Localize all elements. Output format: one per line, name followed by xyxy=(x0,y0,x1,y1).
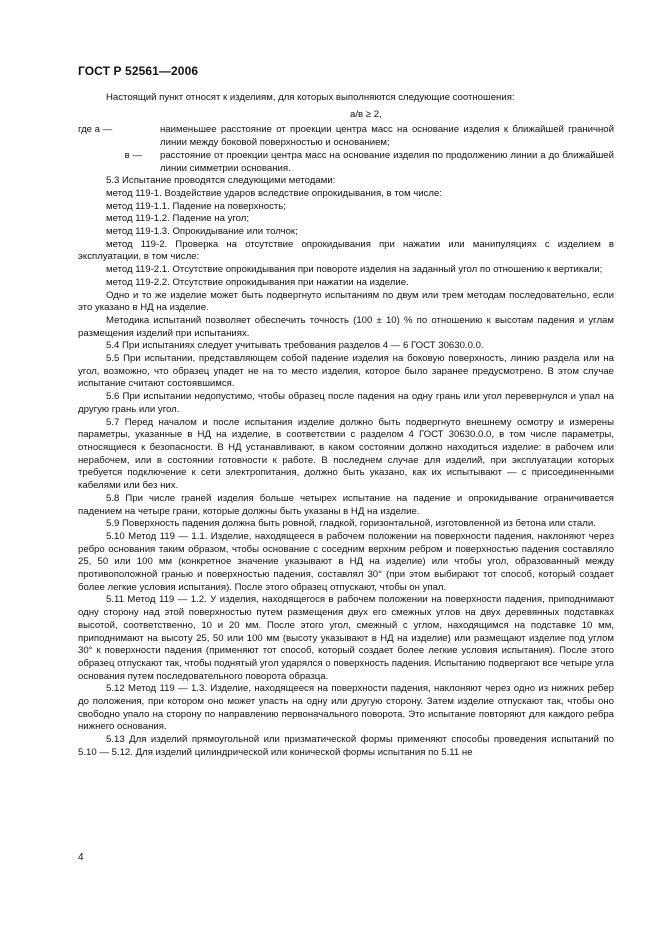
paragraph-5-12: 5.12 Метод 119 — 1.3. Изделие, находящееся на поверхности падения, наклоняют через одно из нижних ребер до положения, при котором оно может упасть на одну или другую сторону. Затем изделие отпускают так, чтобы оно свободно упало на сторону по направлению первоначального поворота. Это испытание повторяют для каждого ребра нижнего основания. xyxy=(78,683,614,733)
definition-b xyxy=(78,150,614,175)
paragraph-5-5: 5.5 При испытании, представляющем собой падение изделия на боковую поверхность, линию раздела или на угол, возможно, что образец упадет не на то место изделия, которое было заранее предусмотрено. В этом случае испытание считают состоявшимся. xyxy=(78,353,614,390)
paragraph-5-11: 5.11 Метод 119 — 1.2. У изделия, находящегося в рабочем положении на поверхности падения, приподнимают одну сторону над этой поверхностью путем размещения двух его смежных углов на двух деревянных подставках высотой, соответственно, 10 и 20 мм. После этого угол, смежный с углом, находящимся на подставке 10 мм, приподнимают на высоту 25, 50 или 100 мм (высоту указывают в НД на изделие) или размещают изделие под углом 30° к поверхности падения (применяют тот способ, который создает более легкие условия испытания). После этого образец отпускают так, чтобы поднятый угол ударялся о поверхность падения. Испытанию подвергают все четыре угла основания путем последовательного поворота образца. xyxy=(78,594,614,682)
method-119-1-3: метод 119-1.3. Опрокидывание или толчок; xyxy=(106,226,298,238)
paragraph-same-product: Одно и то же изделие может быть подвергнуто испытаниям по двум или трем методам последовательно, если это указано в НД на изделие. xyxy=(78,289,614,314)
paragraph-5-8: 5.8 При числе граней изделия больше четырех испытание на падение и опрокидывание ограничивается падением на четыре грани, которые должны быть указаны в НД на изделие. xyxy=(78,492,614,517)
method-119-1-1: метод 119-1.1. Падение на поверхность; xyxy=(106,200,286,212)
page-number: 4 xyxy=(78,852,84,863)
definition-label: в — xyxy=(124,149,142,161)
intro-paragraph: Настоящий пункт относят к изделиям, для которых выполняются следующие соотношения: xyxy=(106,92,515,103)
method-119-1: метод 119-1. Воздействие ударов вследствие опрокидывания, в том числе: xyxy=(106,187,442,199)
definition-text: наименьшее расстояние от проекции центра масс на основание изделия к ближайшей граничной линии между боковой поверхностью и основанием; xyxy=(160,124,614,149)
page-body xyxy=(78,92,614,760)
definitions-list xyxy=(78,124,614,175)
method-119-2-1: метод 119-2.1. Отсутствие опрокидывания при повороте изделия на заданный угол по отношению к вертикали; xyxy=(106,264,603,276)
paragraph-5-13: 5.13 Для изделий прямоугольной или призматической формы применяют способы проведения испытаний по 5.10 — 5.12. Для изделий цилиндрической или конической формы испытания по 5.11 не xyxy=(78,734,614,758)
paragraph-5-10: 5.10 Метод 119 — 1.1. Изделие, находящееся в рабочем положении на поверхности падения, наклоняют через ребро основания таким образом, чтобы основание с соседним верхним ребром и поверхностью падения составляло 25, 50 или 100 мм (конкретное значение указывают в НД на изделие) или чтобы угол, образованный между противоположной гранью и поверхностью падения, составлял 30° (при этом выбирают тот способ, который создает более легкие условия испытания). После этого образец отпускают, чтобы он упал. xyxy=(78,530,614,593)
method-119-1-2: метод 119-1.2. Падение на угол; xyxy=(106,213,250,225)
paragraph-5-3: 5.3 Испытание проводятся следующими методами: xyxy=(106,175,336,187)
paragraph-5-4: 5.4 При испытаниях следует учитывать требования разделов 4 — 6 ГОСТ 30630.0.0. xyxy=(106,340,484,352)
paragraph-accuracy: Методика испытаний позволяет обеспечить точность (100 ± 10) % по отношению к высотам падения и углам размещения изделий при испытаниях. xyxy=(78,314,614,339)
definition-label: где a — xyxy=(78,124,113,136)
definition-a xyxy=(78,124,614,149)
formula: a/в ≥ 2, xyxy=(350,108,382,120)
paragraph-5-6: 5.6 При испытании недопустимо, чтобы образец после падения на одну грань или угол перевернулся и упал на другую грань или угол. xyxy=(78,391,614,415)
method-119-2: метод 119-2. Проверка на отсутствие опрокидывания при нажатии или манипуляциях с изделием в эксплуатации, в том числе: xyxy=(78,238,614,263)
method-119-2-2: метод 119-2.2. Отсутствие опрокидывания при нажатии на изделие. xyxy=(106,276,409,288)
paragraph-5-9: 5.9 Поверхность падения должна быть ровной, гладкой, горизонтальной, изготовленной из бетона или стали. xyxy=(106,518,596,530)
definition-text: расстояние от проекции центра масс на основание изделия по продолжению линии a до ближайшей линии симметрии основания. xyxy=(160,149,614,174)
document-header: ГОСТ Р 52561—2006 xyxy=(78,64,199,78)
paragraph-5-7: 5.7 Перед началом и после испытания изделие должно быть подвергнуто внешнему осмотру и измерены параметры, указанные в НД на изделие, в соответствии с разделом 4 ГОСТ 30630.0.0, в том числе параметры, относящиеся к безопасности. В НД устанавливают, в каком состоянии должно находиться изделие: в рабочем или нерабочем, или в состоянии готовности к работе. В последнем случае для изделий, при эксплуатации которых требуется подключение к сети электропитания, должно быть указано, как их испытывают — с присоединенными кабелями или без них. xyxy=(78,416,614,492)
